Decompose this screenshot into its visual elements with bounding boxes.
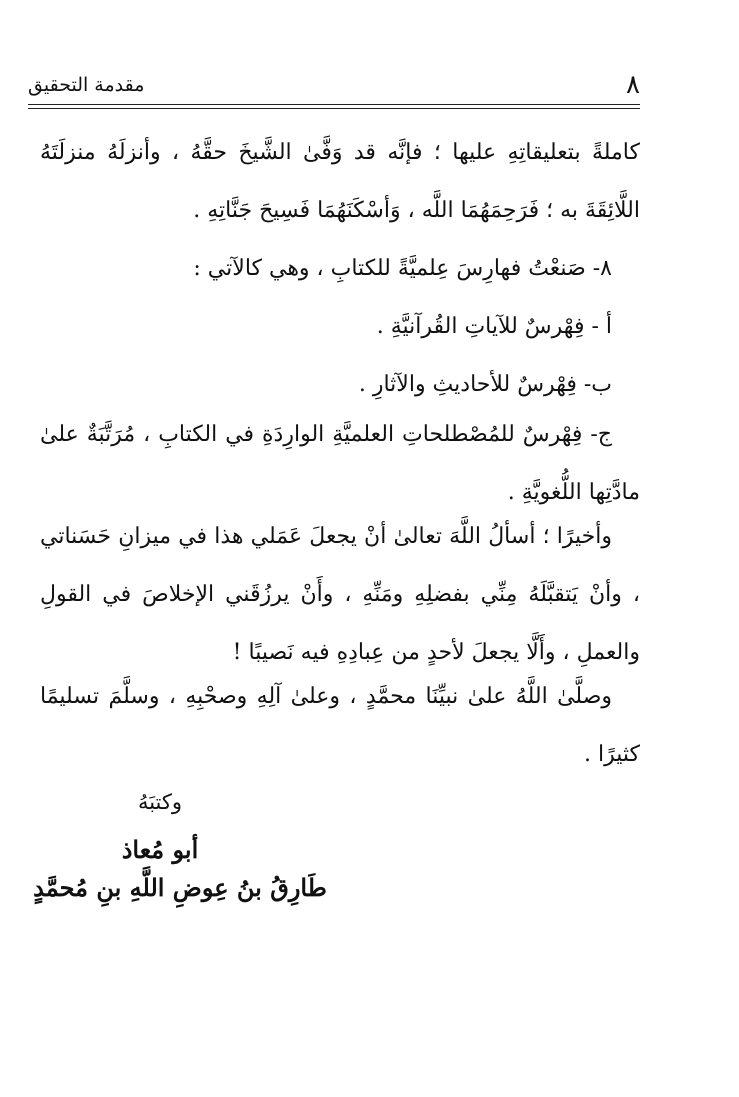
header-rule bbox=[28, 104, 640, 105]
signature-wrote: وكتبَهُ bbox=[137, 790, 183, 814]
paragraph-closing-text: وأخيرًا ؛ أسألُ اللَّهَ تعالىٰ أنْ يجعلَ عَمَلي هذا في ميزانِ حَسَناتي ، وأنْ يَتقبَّلَهُ مِنِّي بفضلِهِ ومَنِّهِ ، وأَنْ يرزُقَني الإخلاصَ في القولِ والعملِ ، وأَلَّا يجعلَ لأحدٍ من عِبادِهِ فيه نَصيبًا ! bbox=[40, 524, 640, 665]
running-title: مقدمة التحقيق bbox=[28, 74, 145, 96]
paragraph-salutation bbox=[40, 668, 640, 784]
list-item-c-text: ج- فِهْرسٌ للمُصْطلحاتِ العلميَّةِ الوارِدَةِ في الكتابِ ، مُرَتَّبَةٌ علىٰ مادَّتِها اللُّغويَّةِ . bbox=[40, 422, 640, 505]
paragraph-salutation-text: وصلَّىٰ اللَّهُ علىٰ نبيِّنَا محمَّدٍ ، وعلىٰ آلِهِ وصحْبِهِ ، وسلَّمَ تسليمًا كثيرًا . bbox=[40, 684, 640, 767]
page-header bbox=[28, 70, 640, 100]
signature-name: طَارِقُ بنُ عِوضِ اللَّهِ بنِ مُحمَّدٍ bbox=[33, 873, 327, 902]
page-number: ٨ bbox=[626, 70, 640, 100]
header-rule-thin bbox=[28, 108, 640, 109]
index-list bbox=[40, 240, 640, 414]
list-item-c bbox=[40, 406, 640, 522]
paragraph-continuation: كاملةً بتعليقاتِهِ عليها ؛ فإنَّه قد وَفَّىٰ الشَّيخَ حقَّهُ ، وأنزلَهُ منزلَتَهُ اللَّائِقَةَ به ؛ فَرَحِمَهُمَا اللَّه ، وَأسْكَنَهُمَا فَسِيحَ جَنَّاتِهِ . bbox=[40, 140, 640, 223]
list-item-b-text: ب- فِهْرسٌ للأحاديثِ والآثارِ . bbox=[358, 372, 612, 397]
signature-kunya: أبو مُعاذ bbox=[121, 835, 199, 864]
list-item-8-text: ٨- صَنعْتُ فهارِسَ عِلميَّةً للكتابِ ، وهي كالآتي : bbox=[193, 256, 612, 281]
list-item-8 bbox=[40, 240, 640, 298]
list-item-a bbox=[40, 298, 640, 356]
list-item-a-text: أ - فِهْرسٌ للآياتِ القُرآنيَّةِ . bbox=[376, 314, 612, 339]
paragraph-closing bbox=[40, 508, 640, 682]
